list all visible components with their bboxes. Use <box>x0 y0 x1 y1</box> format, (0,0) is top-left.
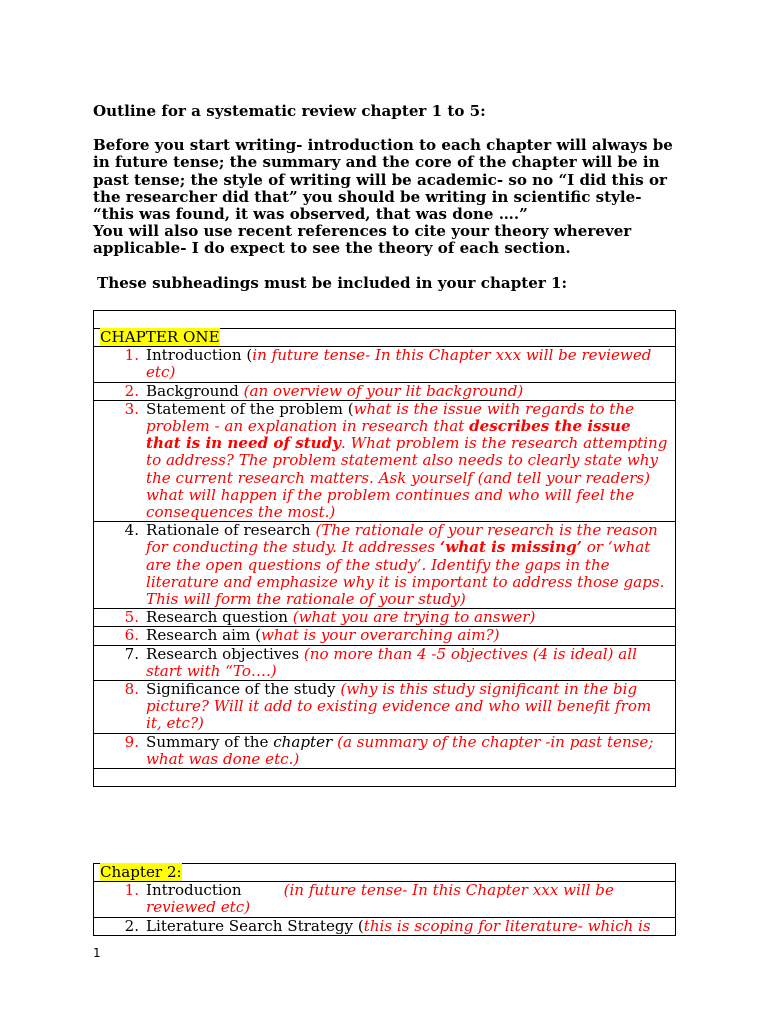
item-label: Statement of the problem <box>146 399 343 418</box>
list-item-search-strategy: 2. Literature Search Strategy (this is scoping for literature- which is <box>100 918 669 935</box>
list-item-research-objectives <box>100 646 669 680</box>
table-row <box>94 645 676 680</box>
item-label: Background <box>146 381 239 400</box>
list-item-rationale <box>100 522 669 608</box>
item-number: 2. <box>124 917 139 935</box>
item-label: Research question <box>146 608 288 627</box>
list-item-introduction <box>100 882 669 916</box>
item-number: 5. <box>124 608 139 627</box>
item-note-emphasis: describes the issue that is in need of study <box>146 417 631 453</box>
item-number: 7. <box>124 644 139 663</box>
item-label: Literature Search Strategy <box>146 917 354 935</box>
chapter-one-table <box>93 310 676 787</box>
list-item-problem-statement: 3. Statement of the problem (what is the issue with regards to the problem - an explanation in research that describes the issue that is in need of study. What problem is the research attempting to address? The problem statement also needs to clearly state why the current research matters. Ask yourself (and tell your readers) what will happen if the problem continues and who will feel the consequences the most.) <box>100 401 669 521</box>
document-title: Outline for a systematic review chapter 1 to 5: <box>93 102 486 120</box>
table-row-empty <box>94 311 676 329</box>
item-label: Introduction <box>146 881 242 900</box>
instructions-paragraph-1: Before you start writing- introduction to each chapter will always be in future tense; the summary and the core of the chapter will be in past tense; the style of writing will be academic- so no “I did this or the researcher did that” you should be writing in scientific style- “this was found, it was observed, that was done ….” <box>93 136 673 224</box>
table-row <box>94 609 676 627</box>
item-label: Summary of the <box>146 732 274 751</box>
item-label: Research aim <box>146 626 251 645</box>
list-item-research-question <box>100 609 669 626</box>
item-note: (a summary of the chapter -in past tense; what was done etc.) <box>146 732 654 768</box>
item-number: 6. <box>124 626 139 645</box>
table-row <box>94 627 676 645</box>
item-number: 8. <box>124 680 139 699</box>
table-row-empty <box>94 769 676 787</box>
instructions-block <box>93 103 683 292</box>
item-note-emphasis: ‘what is missing’ <box>439 538 582 557</box>
item-number: 4. <box>124 521 139 540</box>
list-item-summary: 9. Summary of the chapter (a summary of the chapter -in past tense; what was done etc.) <box>100 734 669 768</box>
table-row-heading <box>94 864 676 882</box>
item-label: Introduction <box>146 346 242 365</box>
item-label: Rationale of research <box>146 521 311 540</box>
list-item-introduction: 1. Introduction (in future tense- In this Chapter xxx will be reviewed etc) <box>100 347 669 381</box>
instructions-paragraph-2: You will also use recent references to cite your theory wherever applicable- I do expect to see the theory of each section. <box>93 222 632 258</box>
item-note: (why is this study significant in the big picture? Will it add to existing evidence and who will benefit from it, etc?) <box>146 680 652 733</box>
subheadings-note: These subheadings must be included in your chapter 1: <box>97 273 568 292</box>
item-note: (in future tense- In this Chapter xxx will be reviewed etc) <box>146 881 614 917</box>
page-number: 1 <box>93 946 101 960</box>
table-row <box>94 347 676 382</box>
item-note: (an overview of your lit background) <box>243 381 524 400</box>
table-row <box>94 681 676 734</box>
item-number: 1. <box>124 881 139 900</box>
table-row-heading <box>94 329 676 347</box>
chapter-two-heading: Chapter 2: <box>100 863 182 881</box>
item-number: 9. <box>124 732 139 751</box>
item-note: (no more than 4 -5 objectives (4 is ideal) all start with “To….) <box>146 644 637 680</box>
list-item-significance <box>100 681 669 733</box>
table-row <box>94 733 676 768</box>
item-number: 2. <box>124 381 139 400</box>
table-row <box>94 917 676 935</box>
item-number: 3. <box>124 399 139 418</box>
item-note: (what you are trying to answer) <box>292 608 536 627</box>
item-note: this is scoping for literature- which is <box>363 917 651 935</box>
item-note: what is the issue with regards to the problem - an explanation in research that describes the issue that is in need of study. What problem is the research attempting to address? The problem statement also needs to clearly state why the current research matters. Ask yourself (and tell your readers) what will happen if the problem continues and who will feel the consequences the most.) <box>146 399 668 522</box>
item-label: Research objectives <box>146 644 300 663</box>
table-row <box>94 882 676 917</box>
item-note: what is your overarching aim?) <box>261 626 500 645</box>
item-note: in future tense- In this Chapter xxx will be reviewed etc) <box>146 346 652 382</box>
table-row <box>94 522 676 609</box>
chapter-one-heading: CHAPTER ONE <box>100 328 220 346</box>
table-row <box>94 400 676 521</box>
item-label: Significance of the study <box>146 680 336 699</box>
list-item-research-aim: 6. Research aim (what is your overarching aim?) <box>100 627 669 644</box>
chapter-two-table <box>93 863 676 936</box>
item-number: 1. <box>124 346 139 365</box>
list-item-background <box>100 383 669 400</box>
item-note: (The rationale of your research is the reason for conducting the study. It addresses ‘what is missing’ or ‘what are the open questions of the study’. Identify the gaps in the literature and emphasize why it is important to address those gaps. This will form the rationale of your study) <box>146 521 665 609</box>
table-row <box>94 382 676 400</box>
